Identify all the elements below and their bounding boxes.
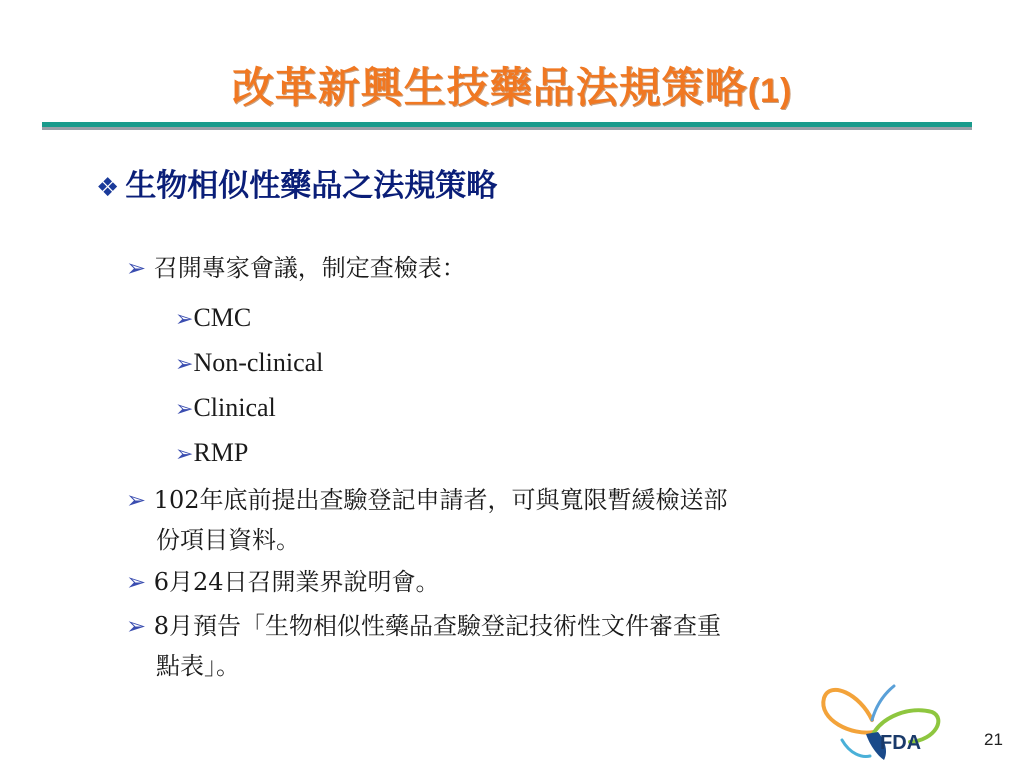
arrow-right-icon: ➢ — [175, 442, 194, 467]
sub-item-clinical — [175, 390, 276, 428]
bullet-text: 6月24日召開業界說明會。 — [153, 568, 440, 596]
sub-item-non-clinical — [175, 345, 323, 383]
arrow-right-icon: ➢ — [175, 307, 194, 332]
arrow-right-icon: ➢ — [175, 397, 194, 422]
section-heading-text: 生物相似性藥品之法規策略 — [125, 168, 498, 204]
bullet-text-line1: 8月預告「生物相似性藥品查驗登記技術性文件審查重 — [153, 612, 722, 640]
arrow-right-icon: ➢ — [126, 486, 147, 514]
sub-item-text: Non-clinical — [193, 348, 324, 377]
slide-title-suffix: (1) — [747, 72, 793, 110]
arrow-right-icon: ➢ — [126, 612, 147, 640]
bullet-item-2 — [126, 480, 976, 560]
section-heading — [96, 164, 497, 210]
diamond-cluster-icon: ❖ — [96, 173, 120, 203]
sub-item-text: Clinical — [193, 393, 276, 422]
bullet-text: 召開專家會議，制定查檢表： — [153, 254, 466, 282]
page-number: 21 — [984, 730, 1003, 749]
bullet-item-1 — [126, 248, 466, 288]
slide-title — [0, 58, 1024, 121]
arrow-right-icon: ➢ — [175, 352, 194, 377]
bullet-item-3 — [126, 562, 976, 602]
sub-item-text: RMP — [193, 438, 249, 467]
sub-item-text: CMC — [193, 303, 252, 332]
bullet-text-line2: 份項目資料。 — [156, 526, 300, 554]
bullet-text-line2: 點表」。 — [156, 652, 240, 680]
arrow-right-icon: ➢ — [126, 254, 147, 282]
sub-item-rmp — [175, 435, 248, 473]
slide-title-text: 改革新興生技藥品法規策略 — [231, 63, 748, 112]
bullet-text-line1: 102年底前提出查驗登記申請者，可與寬限暫緩檢送部 — [153, 486, 728, 514]
bullet-item-4 — [126, 606, 976, 686]
arrow-right-icon: ➢ — [126, 568, 147, 596]
title-rule-gray — [42, 127, 972, 130]
sub-item-cmc — [175, 300, 251, 338]
logo-text: FDA — [880, 732, 922, 754]
